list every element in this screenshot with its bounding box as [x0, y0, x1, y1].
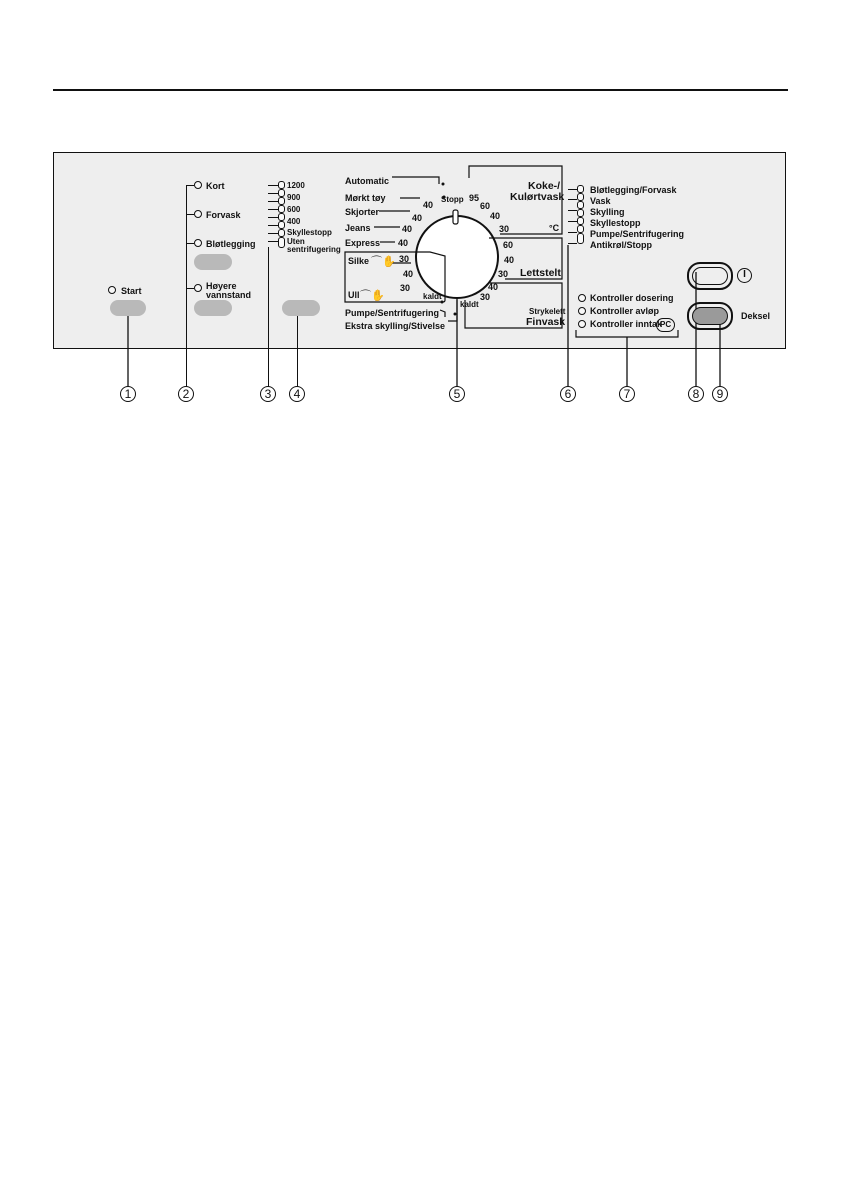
selector-pointer-icon [453, 210, 458, 224]
prog-silke-temp: 30 [399, 254, 410, 264]
hand-wash-icon: ⌒✋ [371, 256, 396, 268]
prog-pumpe: Pumpe/Sentrifugering [345, 308, 440, 318]
status-tick [568, 189, 577, 190]
prog-koke-95: 95 [469, 193, 480, 203]
status-tick [568, 199, 577, 200]
prog-ull-top-temp: 40 [403, 269, 414, 279]
spin-400: 400 [287, 217, 301, 226]
status-led-icon [577, 185, 584, 193]
prog-fin-30: 30 [480, 292, 491, 302]
prog-jeans-temp: 40 [402, 224, 413, 234]
programme-selector-graphic [0, 0, 841, 420]
start-label: Start [121, 286, 142, 296]
spin-1200: 1200 [287, 181, 305, 190]
spin-600: 600 [287, 205, 301, 214]
status-led-icon [577, 217, 584, 225]
prog-unit: °C [549, 223, 560, 233]
option-forvask: Forvask [206, 210, 241, 220]
prog-skjorter-temp: 40 [412, 213, 423, 223]
callout-8: 8 [688, 386, 704, 402]
prog-ull-30: 30 [400, 283, 411, 293]
status-skylling: Skylling [590, 207, 625, 217]
prog-stopp: Stopp [441, 195, 464, 204]
option-kort: Kort [206, 181, 225, 191]
prog-ekstra: Ekstra skylling/Stivelse [345, 321, 446, 331]
power-icon: I [737, 268, 752, 283]
door-button[interactable] [687, 302, 733, 330]
status-led-icon [577, 225, 584, 233]
spin-uten: Uten [287, 237, 305, 246]
prog-koke-30: 30 [499, 224, 510, 234]
prog-koke2: Kulørtvask [510, 191, 565, 203]
status-tick [568, 243, 577, 244]
callout-1: 1 [120, 386, 136, 402]
option-hoyere: Høyere [206, 281, 237, 291]
check-dosering: Kontroller dosering [590, 293, 674, 303]
prog-koke-40: 40 [490, 211, 501, 221]
callout-7: 7 [619, 386, 635, 402]
status-blotlegging: Bløtlegging/Forvask [590, 185, 677, 195]
status-led-icon [577, 209, 584, 217]
prog-koke1: Koke-/ [528, 180, 561, 192]
prog-lett-30: 30 [498, 269, 509, 279]
check-led-icon [578, 307, 586, 315]
status-skyllestopp: Skyllestopp [590, 218, 641, 228]
prog-strykelett: Strykelett [529, 307, 566, 316]
callout-9: 9 [712, 386, 728, 402]
status-pumpe: Pumpe/Sentrifugering [590, 229, 685, 239]
prog-ull-kaldt: kaldt [423, 292, 442, 301]
prog-morkt: Mørkt tøy [345, 193, 386, 203]
option-blotlegging: Bløtlegging [206, 239, 256, 249]
pc-badge: PC [656, 318, 675, 332]
prog-koke-60: 60 [480, 201, 491, 211]
prog-fin-kaldt: kaldt [460, 300, 479, 309]
status-tick [568, 232, 577, 233]
callout-5: 5 [449, 386, 465, 402]
prog-finvask: Finvask [526, 316, 566, 328]
status-antikrol: Antikrøl/Stopp [590, 240, 652, 250]
prog-automatic: Automatic [345, 176, 390, 186]
wool-icon: ⌒✋ [360, 290, 385, 302]
prog-lett-60: 60 [503, 240, 514, 250]
door-label: Deksel [741, 311, 771, 321]
status-led-icon [577, 193, 584, 201]
programme-selector-knob [416, 216, 498, 298]
status-led-icon [577, 201, 584, 209]
on-off-button[interactable] [687, 262, 733, 290]
prog-skjorter: Skjorter [345, 207, 380, 217]
callout-4: 4 [289, 386, 305, 402]
option-vannstand: vannstand [206, 290, 252, 300]
check-led-icon [578, 320, 586, 328]
prog-lettstelt: Lettstelt [520, 267, 561, 279]
prog-express: Express [345, 238, 381, 248]
prog-morkt-temp: 40 [423, 200, 434, 210]
status-tick [568, 210, 577, 211]
callout-3: 3 [260, 386, 276, 402]
status-tick [568, 221, 577, 222]
status-vask: Vask [590, 196, 611, 206]
prog-jeans: Jeans [345, 223, 371, 233]
callout-6: 6 [560, 386, 576, 402]
prog-silke: Silke [348, 256, 370, 266]
prog-ull: Ull [348, 290, 360, 300]
status-led-icon [577, 233, 584, 244]
prog-lett-40: 40 [504, 255, 515, 265]
callout-2: 2 [178, 386, 194, 402]
check-inntak: Kontroller inntak [590, 319, 663, 329]
check-led-icon [578, 294, 586, 302]
check-avlop: Kontroller avløp [590, 306, 660, 316]
spin-sentrifugering: sentrifugering [287, 245, 341, 254]
prog-fin-40: 40 [488, 282, 499, 292]
prog-express-temp: 40 [398, 238, 409, 248]
spin-900: 900 [287, 193, 301, 202]
spin-skyllestopp: Skyllestopp [287, 228, 332, 237]
